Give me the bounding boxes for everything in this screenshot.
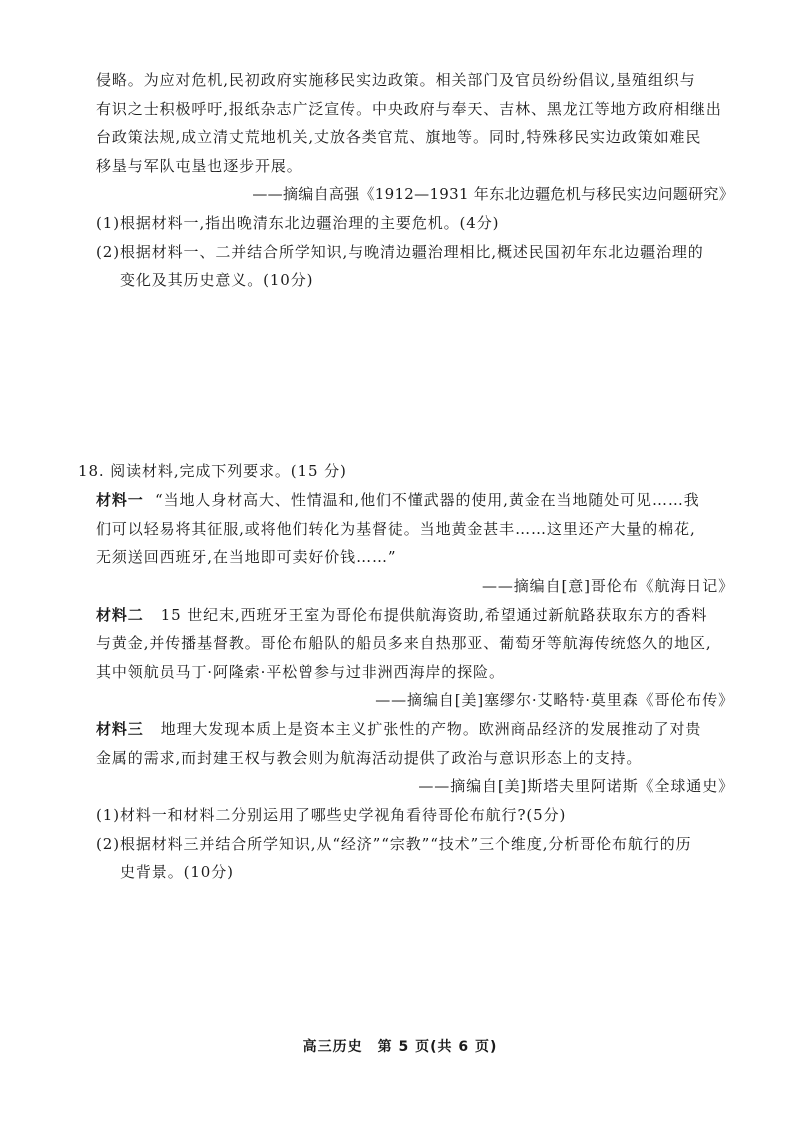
s18-m1-text-1: “当地人身材高大、性情温和,他们不懂武器的使用,黄金在当地随处可见……我 [155,491,700,509]
s17-source: ——摘编自高强《1912—1931 年东北边疆危机与移民实边问题研究》 [252,185,734,203]
s18-question-1: (1)材料一和材料二分别运用了哪些史学视角看待哥伦布航行?(5分) [96,806,567,824]
s18-m3-line-2: 金属的需求,而封建王权与教会则为航海活动提供了政治与意识形态上的支持。 [96,749,643,767]
s18-question-2-line-1: (2)根据材料三并结合所学知识,从“经济”“宗教”“技术”三个维度,分析哥伦布航行的历 [96,835,692,853]
s18-m2-text-1: 15 世纪末,西班牙王室为哥伦布提供航海资助,希望通过新航路获取东方的香料 [160,606,708,624]
s17-para-line-1: 侵略。为应对危机,民初政府实施移民实边政策。相关部门及官员纷纷倡议,垦殖组织与 [96,71,696,89]
s18-m1-source: ——摘编自[意]哥伦布《航海日记》 [481,577,734,595]
page-footer: 高三历史 第 5 页(共 6 页) [302,1039,498,1055]
s18-m3-line-1 [96,719,701,739]
s17-question-2-line-2: 变化及其历史意义。(10分) [120,271,314,289]
s18-m3-source: ——摘编自[美]斯塔夫里阿诺斯《全球通史》 [418,777,734,795]
s18-m3-text-1: 地理大发现本质上是资本主义扩张性的产物。欧洲商品经济的发展推动了对贵 [160,720,702,738]
s17-para-line-2: 有识之士积极呼吁,报纸杂志广泛宣传。中央政府与奉天、吉林、黑龙江等地方政府相继出 [96,100,722,118]
s18-question-2-line-2: 史背景。(10分) [120,863,234,881]
s18-m2-source: ——摘编自[美]塞缪尔·艾略特·莫里森《哥伦布传》 [375,691,734,709]
s17-question-1: (1)根据材料一,指出晚清东北边疆治理的主要危机。(4分) [96,214,500,232]
s18-m2-line-1 [96,605,707,625]
s17-para-line-4: 移垦与军队屯垦也逐步开展。 [96,157,303,175]
s18-m2-line-3: 其中领航员马丁·阿隆索·平松曾参与过非洲西海岸的探险。 [96,663,505,681]
s18-header: 18. 阅读材料,完成下列要求。(15 分) [78,462,347,480]
s17-para-line-3: 台政策法规,成立清丈荒地机关,丈放各类官荒、旗地等。同时,特殊移民实边政策如难民 [96,128,702,146]
s17-question-2-line-1: (2)根据材料一、二并结合所学知识,与晚清边疆治理相比,概述民国初年东北边疆治理的 [96,243,704,261]
s18-m1-line-2: 们可以轻易将其征服,或将他们转化为基督徒。当地黄金甚丰……这里还产大量的棉花, [96,520,696,538]
s18-m2-line-2: 与黄金,并传播基督教。哥伦布船队的船员多来自热那亚、葡萄牙等航海传统悠久的地区, [96,634,712,652]
s18-m1-label: 材料一 [96,491,144,509]
s18-m3-label: 材料三 [96,720,144,738]
s18-m1-line-1 [96,490,700,510]
s18-m2-label: 材料二 [96,606,144,624]
s18-m1-line-3: 无须送回西班牙,在当地即可卖好价钱……” [96,548,397,566]
